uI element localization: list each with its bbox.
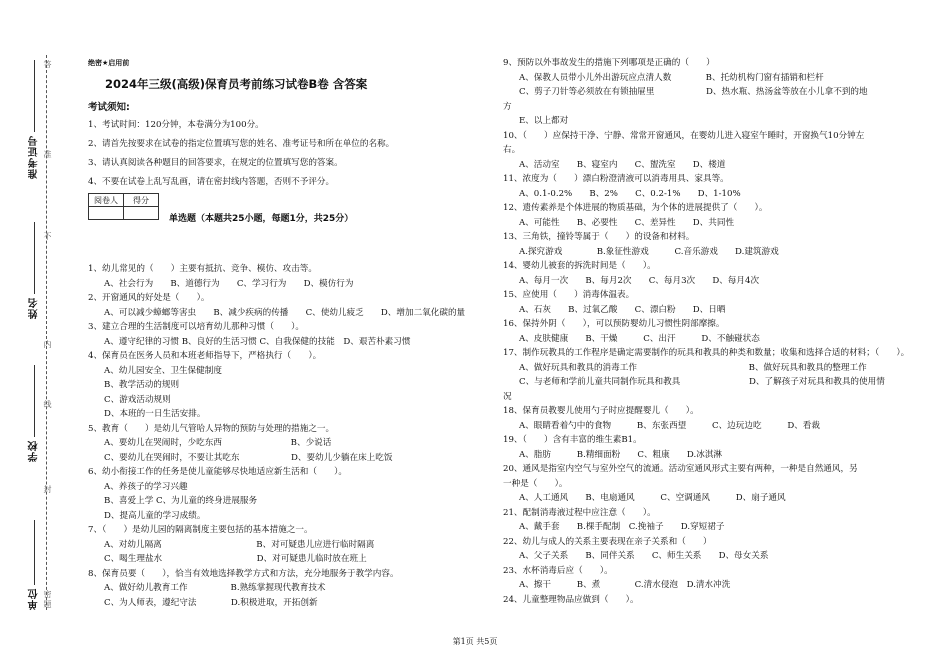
answer-options: B、喜爱上学 C、为儿童的终身进展服务	[104, 496, 258, 506]
seal-char: 答	[43, 60, 52, 68]
answer-options: A.探究游戏 B.象征性游戏 C.音乐游戏 D.建筑游戏	[519, 246, 779, 257]
answer-options: A、做好幼儿教育工作 B.熟练掌握现代教育技术	[104, 583, 326, 593]
answer-options: A、养孩子的学习兴趣	[104, 481, 188, 492]
answer-options: A、石灰 B、过氧乙酸 C、漂白粉 D、日晒	[519, 304, 726, 315]
grader-header: 阅卷人	[89, 194, 124, 207]
question-text: 13、三角铁，撞铃等属于（ ）的设备和材料。	[503, 232, 695, 242]
question-text: 20、通风是指室内空气与室外空气的流通。活动室通风形式主要有两种，一种是自然通风，另	[503, 464, 858, 474]
notice-item: 3、请认真阅读各种题目的回答要求，在规定的位置填写您的答案。	[88, 158, 343, 168]
answer-options: E、以上都对	[519, 116, 569, 126]
question-text: 方	[503, 101, 512, 112]
answer-options: A、保教人员带小儿外出游玩应点清人数 B、托幼机构门窗有插销和栏杆	[519, 72, 824, 83]
answer-options: A、眼睛看着勺中的食物 B、东张西望 C、边玩边吃 D、看裁	[519, 420, 820, 431]
question-text: 16、保持外阴（ ），可以预防婴幼儿习惯性阴部摩擦。	[503, 319, 725, 329]
answer-options: A、父子关系 B、同伴关系 C、师生关系 D、母女关系	[519, 551, 769, 561]
answer-options: C、剪子刀针等必须放在有锁抽屉里 D、热水瓶、热汤盆等放在小儿拿不到的地	[519, 87, 868, 97]
answer-options: A、对幼儿隔离 B、对可疑患儿应进行临时隔离	[104, 539, 375, 550]
score-table	[88, 193, 159, 220]
question-text: 18、保育员教婴儿使用勺子时应提醒婴儿（ ）。	[503, 406, 699, 416]
answer-options: A、擦干 B、煮 C.清水侵泡 D.清水冲洗	[519, 580, 731, 590]
notice-heading: 考试须知:	[88, 102, 130, 113]
question-text: 8、保育员要（ ），恰当有效地选择教学方式和方法，充分地服务于教学内容。	[88, 568, 399, 579]
answer-options: A、每月一次 B、每月2次 C、每月3次 D、每月4次	[519, 275, 760, 286]
right-question-column	[503, 56, 908, 607]
notice-item: 1、考试时间：120分钟，本卷满分为100分。	[88, 120, 264, 130]
seal-char: 题	[43, 600, 52, 608]
grader-cell[interactable]	[89, 207, 124, 220]
seal-char: 密	[43, 590, 52, 598]
answer-options: A、幼儿园安全、卫生保健制度	[104, 365, 222, 376]
answer-options: A、可以减少蟑螂等害虫 B、减少疾病的传播 C、使幼儿疲乏 D、增加二氧化碳的量	[104, 307, 466, 318]
question-text: 17、制作玩教具的工作程序是确定需要制作的玩具和教具的种类和数量；收集和选择合适的材料；（ ）。	[503, 348, 910, 358]
question-text: 22、幼儿与成人的关系主要表现在亲子关系和（ ）	[503, 536, 712, 547]
answer-options: A、社会行为 B、道德行为 C、学习行为 D、模仿行为	[104, 278, 354, 289]
score-header: 得分	[124, 194, 159, 207]
answer-options: D、本班的一日生活安排。	[104, 409, 206, 419]
question-text: 19、（ ）含有丰富的维生素B1。	[503, 435, 642, 445]
question-text: 4、保育员在医务人员和本班老师指导下，严格执行（ ）。	[88, 351, 322, 361]
unit-label: 单位	[29, 588, 40, 610]
answer-options: A、人工通风 B、电扇通风 C、空调通风 D、扇子通风	[519, 493, 786, 503]
question-text: 右。	[503, 145, 521, 155]
answer-options: A、遵守纪律的习惯 B、良好的生活习惯 C、自我保健的技能 D、艰苦朴素习惯	[104, 336, 411, 347]
answer-options: D、提高儿童的学习成绩。	[104, 510, 206, 521]
answer-options: A、要幼儿在哭闹时，少吃东西 B、少说话	[104, 438, 332, 448]
exam-number-label: 准考证号	[29, 135, 40, 179]
answer-options: C、与老师和学前儿童共同制作玩具和教具 D、了解孩子对玩具和教具的使用情	[519, 377, 885, 387]
question-text: 3、建立合理的生活制度可以培育幼儿那种习惯（ ）。	[88, 322, 305, 332]
question-text: 10、（ ）应保持干净、宁静、常常开窗通风，在婴幼儿进入寝室午睡时，开窗换气10分钟左	[503, 130, 865, 141]
question-text: 21、配制消毒液过程中应注意（ ）。	[503, 507, 656, 518]
answer-options: C、要幼儿在哭闹时，不要让其吃东 D、要幼儿少躺在床上吃饭	[104, 452, 393, 463]
answer-options: C、喝生理盐水 D、对可疑患儿临时放在班上	[104, 554, 367, 564]
seal-char: 不	[43, 232, 52, 240]
question-text: 2、开窗通风的好处是（ ）。	[88, 293, 210, 303]
seal-char: 准	[43, 150, 52, 158]
seal-char: 线	[43, 400, 52, 408]
score-cell[interactable]	[124, 207, 159, 220]
answer-options: A、脂肪 B.精细面粉 C、粗康 D.冰淇淋	[519, 449, 723, 460]
question-text: 1、幼儿常见的（ ）主要有抵抗、竞争、模仿、攻击等。	[88, 264, 317, 274]
notice-item: 2、请首先按要求在试卷的指定位置填写您的姓名、准考证号和所在单位的名称。	[88, 139, 395, 149]
question-text: 7、（ ）是幼儿园的隔离制度主要包括的基本措施之一。	[88, 525, 313, 535]
question-text: 5、教育（ ）是幼儿气管哈人异物的预防与处理的措施之一。	[88, 423, 335, 434]
answer-options: A、活动室 B、寝室内 C、盥洗室 D、楼道	[519, 159, 726, 170]
answer-options: B、教学活动的规则	[104, 380, 180, 390]
seal-char: 封	[43, 485, 52, 493]
unit-field-line	[34, 520, 35, 585]
question-text: 12、遗传素养是个体进展的物质基础，为个体的进展提供了（ ）。	[503, 203, 768, 213]
question-text: 24、儿童整理物品应做到（ ）。	[503, 594, 639, 605]
section-title: 单选题（本题共25小题，每题1分，共25分）	[169, 214, 354, 224]
confidential-mark: 绝密★启用前	[88, 59, 130, 67]
answer-options: A、皮肤健康 B、干燥 C、出汗 D、不触碰状态	[519, 333, 760, 344]
answer-options: A、做好玩具和教具的消毒工作 B、做好玩具和教具的整理工作	[519, 362, 867, 373]
answer-options: A、可能性 B、必要性 C、差异性 D、共同性	[519, 217, 735, 228]
seal-dashed-line	[46, 55, 47, 610]
school-field-line	[34, 365, 35, 437]
page-title: 2024年三级(高级)保育员考前练习试卷B卷 含答案	[105, 77, 368, 91]
exam-number-field-line	[34, 60, 35, 132]
notice-item: 4、不要在试卷上乱写乱画，请在密封线内答题，否则不予评分。	[88, 177, 335, 187]
answer-options: C、为人师表，遵纪守法 D.积极进取，开拓创新	[104, 597, 318, 608]
name-field-line	[34, 222, 35, 294]
question-text: 11、浓度为（ ）漂白粉澄清液可以消毒用具、家具等。	[503, 174, 729, 184]
name-label: 姓名	[29, 297, 40, 319]
question-text: 15、应使用（ ）消毒体温表。	[503, 290, 635, 300]
question-text: 9、预防以外事故发生的措施下列哪项是正确的（ ）	[503, 58, 715, 68]
question-text: 6、幼小衔接工作的任务是使儿童能够尽快地适应新生活和（ ）。	[88, 467, 347, 477]
left-question-column	[88, 262, 480, 610]
seal-char: 内	[43, 340, 52, 348]
question-text: 23、水杯消毒后应（ ）。	[503, 565, 613, 576]
question-text: 一种是（ ）。	[503, 478, 568, 489]
answer-options: A、0.1-0.2% B、2% C、0.2-1% D、1-10%	[519, 188, 741, 199]
answer-options: C、游戏活动规则	[104, 394, 171, 405]
page-footer: 第1页 共5页	[452, 637, 498, 646]
question-text: 况	[503, 391, 512, 402]
school-label: 学校	[29, 440, 40, 462]
question-text: 14、婴幼儿被套的拆洗时间是（ ）。	[503, 261, 656, 271]
answer-options: A、戴手套 B.棵手配制 C.挽袖子 D.穿短裙子	[519, 522, 725, 532]
